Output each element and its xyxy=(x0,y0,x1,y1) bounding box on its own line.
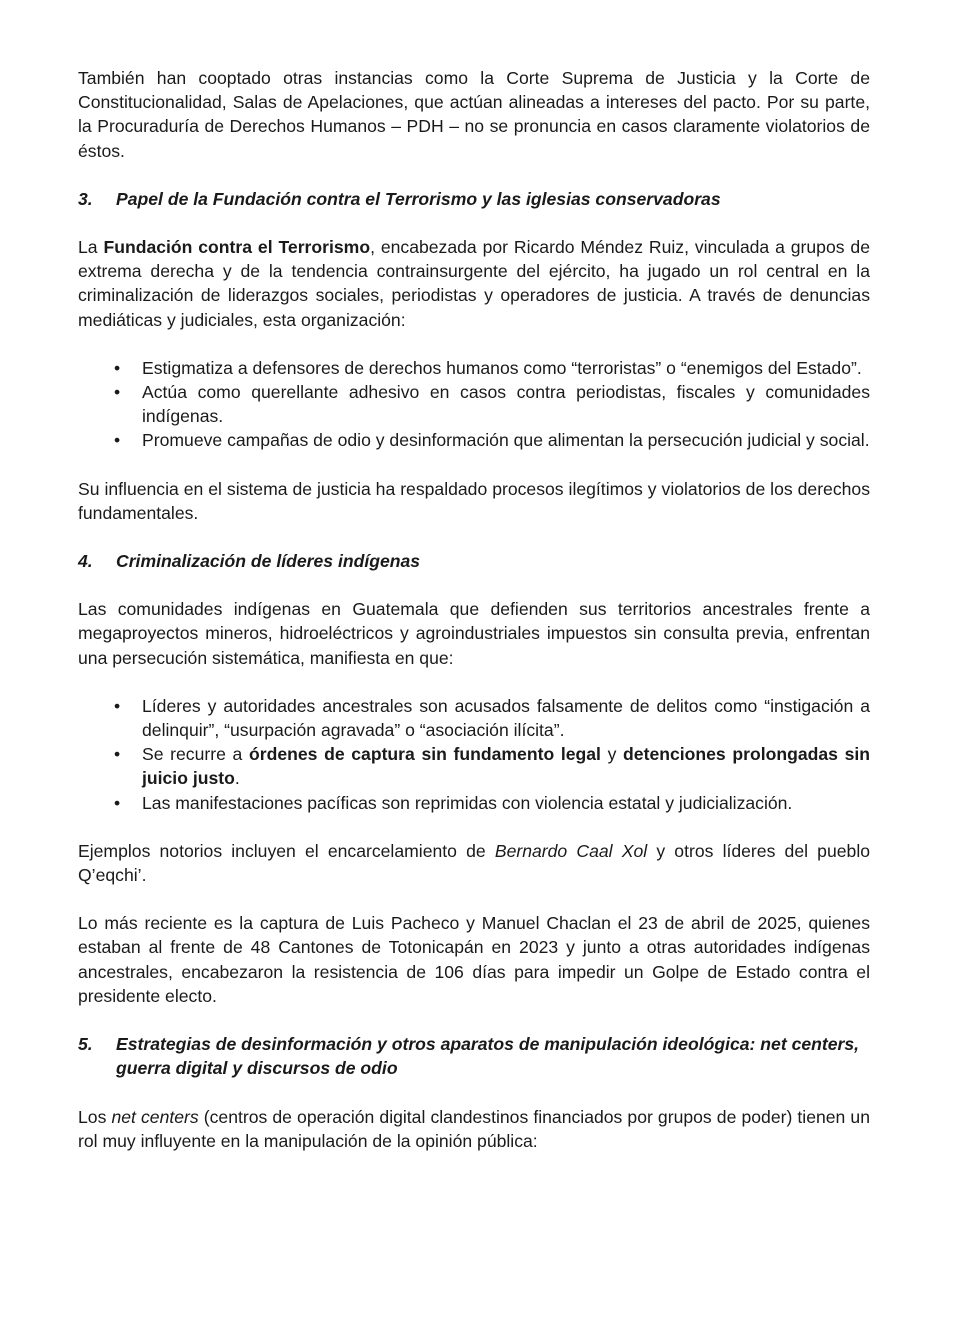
section-4-paragraph-2 xyxy=(78,839,870,887)
spacer xyxy=(78,1008,870,1032)
section-3-number: 3. xyxy=(78,188,93,209)
spacer xyxy=(78,887,870,911)
section-5-paragraph-1 xyxy=(78,1105,870,1153)
section-3-paragraph-2: Su influencia en el sistema de justicia ha respaldado procesos ilegítimos y violatorios de los derechos fundamentales. xyxy=(78,478,870,523)
section-3-heading xyxy=(78,187,870,211)
text-run: y otros líderes del pueblo Q’eqchi’. xyxy=(78,840,871,886)
list-item xyxy=(78,742,870,790)
section-5-title: Estrategias de desinformación y otros aparatos de manipulación ideológica: net centers, guerra digital y discursos de odio xyxy=(116,1034,860,1079)
section-5-heading xyxy=(78,1032,870,1080)
list-item: • Estigmatiza a defensores de derechos humanos como “terroristas” o “enemigos del Estado”. xyxy=(78,356,870,380)
italic-name: Bernardo Caal Xol xyxy=(494,840,648,861)
spacer xyxy=(78,163,870,187)
intro-paragraph: También han cooptado otras instancias como la Corte Suprema de Justicia y la Corte de Constitucionalidad, Salas de Apelaciones, que actúan alineadas a intereses del pacto. Por su parte, la Procuraduría de Derechos Humanos – PDH – no se pronuncia en casos claramente violatorios de éstos. xyxy=(78,68,870,161)
bold-organization-name: Fundación contra el Terrorismo xyxy=(103,237,371,258)
spacer xyxy=(78,453,870,477)
text-run: y xyxy=(600,744,624,765)
text-run: (centros de operación digital clandestinos financiados por grupos de poder) tienen un rol muy influyente en la manipulación de la opinión pública: xyxy=(78,1106,870,1151)
section-3-paragraph-1 xyxy=(78,235,870,332)
list-item: • Las manifestaciones pacíficas son reprimidas con violencia estatal y judicialización. xyxy=(78,791,870,815)
list-item: • Promueve campañas de odio y desinformación que alimentan la persecución judicial y social. xyxy=(78,428,870,452)
spacer xyxy=(78,1081,870,1105)
section-4-paragraph-1: Las comunidades indígenas en Guatemala que defienden sus territorios ancestrales frente a megaproyectos mineros, hidroeléctricos y agroindustriales impuestos sin consulta previa, enfrentan una persecución sistemática, manifiesta en que: xyxy=(78,599,870,668)
italic-term: net centers xyxy=(111,1106,199,1127)
list-item: • Actúa como querellante adhesivo en casos contra periodistas, fiscales y comunidades indígenas. xyxy=(78,380,870,428)
list-item: • Líderes y autoridades ancestrales son acusados falsamente de delitos como “instigación a delinquir”, “usurpación agravada” o “asociación ilícita”. xyxy=(78,694,870,742)
section-4-bullet-list xyxy=(78,694,870,815)
section-4-heading xyxy=(78,549,870,573)
section-3-title: Papel de la Fundación contra el Terrorismo y las iglesias conservadoras xyxy=(116,188,721,209)
text-run: Ejemplos notorios incluyen el encarcelamiento de xyxy=(78,840,495,861)
bold-text: detenciones prolongadas sin juicio justo xyxy=(142,744,870,789)
spacer xyxy=(78,211,870,235)
spacer xyxy=(78,815,870,839)
section-4-number: 4. xyxy=(78,551,93,572)
text-run: La xyxy=(78,237,104,258)
spacer xyxy=(78,525,870,549)
text-run: Se recurre a xyxy=(142,744,249,765)
spacer xyxy=(78,573,870,597)
text-run: , encabezada por Ricardo Méndez Ruiz, vinculada a grupos de extrema derecha y de la tendencia contrainsurgente del ejército, ha jugado un rol central en la criminalización de liderazgos sociales, periodistas y operadores de justicia. A través de denuncias mediáticas y judiciales, esta organización: xyxy=(78,237,870,330)
section-4-title: Criminalización de líderes indígenas xyxy=(116,551,421,572)
text-run: Los xyxy=(78,1106,112,1127)
section-5-number: 5. xyxy=(78,1034,93,1055)
section-3-bullet-list xyxy=(78,356,870,453)
section-4-paragraph-3: Lo más reciente es la captura de Luis Pacheco y Manuel Chaclan el 23 de abril de 2025, quienes estaban al frente de 48 Cantones de Totonicapán en 2023 y junto a otras autoridades indígenas ancestrales, encabezaron la resistencia de 106 días para impedir un Golpe de Estado contra el presidente electo. xyxy=(78,913,870,1006)
spacer xyxy=(78,332,870,356)
bold-text: órdenes de captura sin fundamento legal xyxy=(248,744,601,765)
text-run: . xyxy=(234,768,240,789)
spacer xyxy=(78,670,870,694)
